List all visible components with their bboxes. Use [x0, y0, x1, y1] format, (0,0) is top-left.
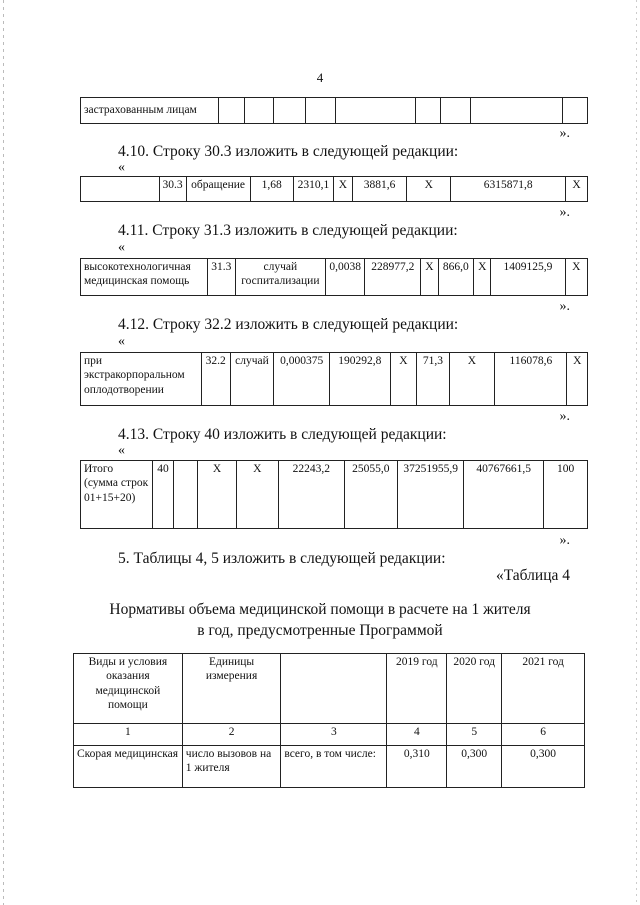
cell-percent: 100	[544, 461, 588, 529]
cell-x: X	[474, 259, 491, 296]
cell-per-capita: 71,3	[417, 353, 449, 406]
column-number: 6	[502, 724, 585, 746]
table-cell	[219, 98, 244, 124]
open-quote: «	[118, 334, 125, 349]
row-unit: число вызовов на 1 жителя	[182, 746, 281, 788]
close-quote: ».	[559, 409, 570, 424]
cell-value: 22243,2	[279, 461, 344, 529]
cell-total: 6315871,8	[451, 177, 566, 202]
cell-cost: 228977,2	[365, 259, 421, 296]
cell-x: X	[449, 353, 495, 406]
cell-unit: обращение	[186, 177, 250, 202]
column-number: 4	[387, 724, 447, 746]
page-number: 4	[316, 70, 324, 85]
open-quote: «	[118, 160, 125, 175]
open-quote: «	[118, 240, 125, 255]
cell-row-code: 40	[152, 461, 174, 529]
table-cell	[415, 98, 440, 124]
cell-per-capita: 866,0	[438, 259, 474, 296]
cell-name: при экстракорпоральном оплодотворении	[81, 353, 202, 406]
cell-x: X	[566, 177, 588, 202]
row-2019: 0,310	[387, 746, 447, 788]
cell-row-code: 30.3	[159, 177, 186, 202]
heading-4-10: 4.10. Строку 30.3 изложить в следующей редакции:	[118, 143, 459, 160]
cell-x: X	[567, 353, 588, 406]
close-quote: ».	[559, 205, 570, 220]
heading-4-13: 4.13. Строку 40 изложить в следующей редакции:	[118, 426, 447, 443]
cell-value: 25055,0	[344, 461, 397, 529]
heading-5: 5. Таблицы 4, 5 изложить в следующей редакции:	[118, 550, 446, 567]
row-kind: Скорая медицинская	[74, 746, 183, 788]
table-4-title-line-2: в год, предусмотренные Программой	[197, 622, 443, 639]
cell-cost: 2310,1	[293, 177, 333, 202]
cell-x: X	[198, 461, 236, 529]
insured-row-table	[80, 97, 588, 124]
cell-value: 40767661,5	[464, 461, 544, 529]
close-quote: ».	[559, 299, 570, 314]
cell-x: X	[333, 177, 352, 202]
column-number: 5	[447, 724, 502, 746]
cell-row-code: 32.2	[201, 353, 230, 406]
header-unit: Единицы измерения	[182, 654, 281, 724]
cell-empty	[174, 461, 198, 529]
heading-4-12: 4.12. Строку 32.2 изложить в следующей редакции:	[118, 316, 459, 333]
cell-unit: случай госпитализации	[235, 259, 325, 296]
table-4-title-line-1: Нормативы объема медицинской помощи в расчете на 1 жителя	[109, 601, 531, 618]
table-cell	[273, 98, 305, 124]
table-cell	[563, 98, 588, 124]
row-40-table	[80, 460, 588, 529]
cell-unit: случай	[230, 353, 274, 406]
cell-total: 116078,6	[495, 353, 567, 406]
table-cell	[335, 98, 415, 124]
table-4	[73, 653, 585, 788]
cell-x: X	[421, 259, 438, 296]
heading-4-11: 4.11. Строку 31.3 изложить в следующей редакции:	[118, 222, 458, 239]
cell-cost: 190292,8	[329, 353, 390, 406]
table-cell	[244, 98, 273, 124]
row-31-3-table	[80, 258, 588, 296]
table-cell	[305, 98, 335, 124]
cell-total: 1409125,9	[491, 259, 565, 296]
column-number: 1	[74, 724, 183, 746]
row-2021: 0,300	[502, 746, 585, 788]
scan-edge-right	[636, 0, 637, 905]
column-number: 3	[281, 724, 387, 746]
header-2021: 2021 год	[502, 654, 585, 724]
row-32-2-table	[80, 352, 588, 406]
scan-edge-left	[3, 0, 4, 905]
table-4-label: «Таблица 4	[495, 567, 570, 584]
row-2020: 0,300	[447, 746, 502, 788]
header-kind: Виды и условия оказания медицинской помощи	[74, 654, 183, 724]
header-2019: 2019 год	[387, 654, 447, 724]
cell-name: высокотехнологичная медицинская помощь	[81, 259, 208, 296]
insured-row-label: застрахованным лицам	[81, 98, 219, 124]
row-detail: всего, в том числе:	[281, 746, 387, 788]
cell-name	[81, 177, 160, 202]
cell-per-capita: 3881,6	[352, 177, 406, 202]
table-cell	[470, 98, 563, 124]
table-cell	[441, 98, 471, 124]
close-quote: ».	[559, 126, 570, 141]
cell-row-code: 31.3	[208, 259, 236, 296]
column-number: 2	[182, 724, 281, 746]
cell-name: Итого (сумма строк 01+15+20)	[81, 461, 153, 529]
open-quote: «	[118, 443, 125, 458]
header-empty	[281, 654, 387, 724]
close-quote: ».	[559, 533, 570, 548]
cell-x: X	[236, 461, 278, 529]
cell-norm: 1,68	[250, 177, 293, 202]
cell-x: X	[407, 177, 451, 202]
cell-norm: 0,0038	[326, 259, 365, 296]
cell-x: X	[565, 259, 587, 296]
row-30-3-table	[80, 176, 588, 202]
header-2020: 2020 год	[447, 654, 502, 724]
cell-x: X	[390, 353, 417, 406]
cell-value: 37251955,9	[398, 461, 464, 529]
cell-norm: 0,000375	[274, 353, 329, 406]
